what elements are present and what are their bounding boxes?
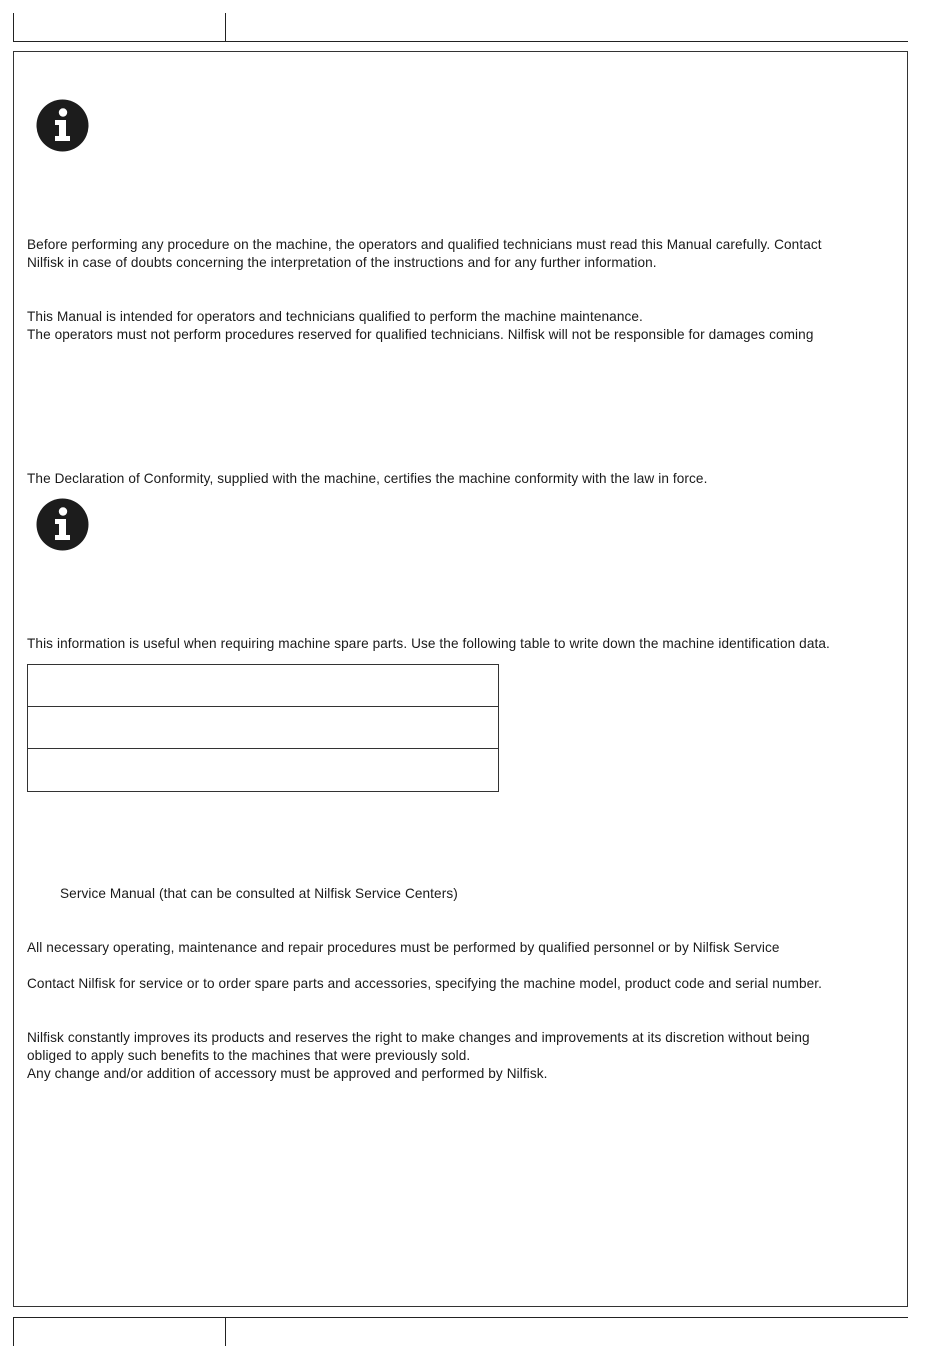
identification-row — [28, 707, 498, 749]
identification-row — [28, 749, 498, 791]
info-icon — [36, 498, 89, 551]
identification-text: This information is useful when requiring machine spare parts. Use the following table to write down the machine identification data. — [27, 636, 830, 651]
header-left-border — [13, 13, 14, 41]
identification-table — [27, 664, 499, 792]
info-icon — [36, 99, 89, 152]
read-manual-line-2: Nilfisk in case of doubts concerning the interpretation of the instructions and for any further information. — [27, 255, 657, 270]
contact-text: Contact Nilfisk for service or to order spare parts and accessories, specifying the machine model, product code and serial number. — [27, 976, 823, 991]
header-rule — [13, 41, 908, 42]
improvements-line-2: obliged to apply such benefits to the machines that were previously sold. — [27, 1048, 471, 1063]
procedures-text: All necessary operating, maintenance and repair procedures must be performed by qualified personnel or by Nilfisk Service — [27, 940, 780, 955]
conformity-text: The Declaration of Conformity, supplied with the machine, certifies the machine conformity with the law in force. — [27, 471, 708, 486]
read-manual-line-1: Before performing any procedure on the machine, the operators and qualified technicians must read this Manual carefully. Contact — [27, 237, 822, 252]
improvements-line-1: Nilfisk constantly improves its products and reserves the right to make changes and improvements at its discretion without being — [27, 1030, 810, 1045]
accessory-text: Any change and/or addition of accessory must be approved and performed by Nilfisk. — [27, 1066, 548, 1081]
footer-divider — [225, 1317, 226, 1346]
service-manual-text: Service Manual (that can be consulted at Nilfisk Service Centers) — [60, 886, 458, 901]
footer-rule — [13, 1317, 908, 1318]
intended-line-1: This Manual is intended for operators and technicians qualified to perform the machine maintenance. — [27, 309, 643, 324]
intended-line-2: The operators must not perform procedures reserved for qualified technicians. Nilfisk will not be responsible for damages coming — [27, 327, 814, 342]
identification-row — [28, 665, 498, 707]
header-divider — [225, 13, 226, 41]
footer-left-border — [13, 1317, 14, 1346]
